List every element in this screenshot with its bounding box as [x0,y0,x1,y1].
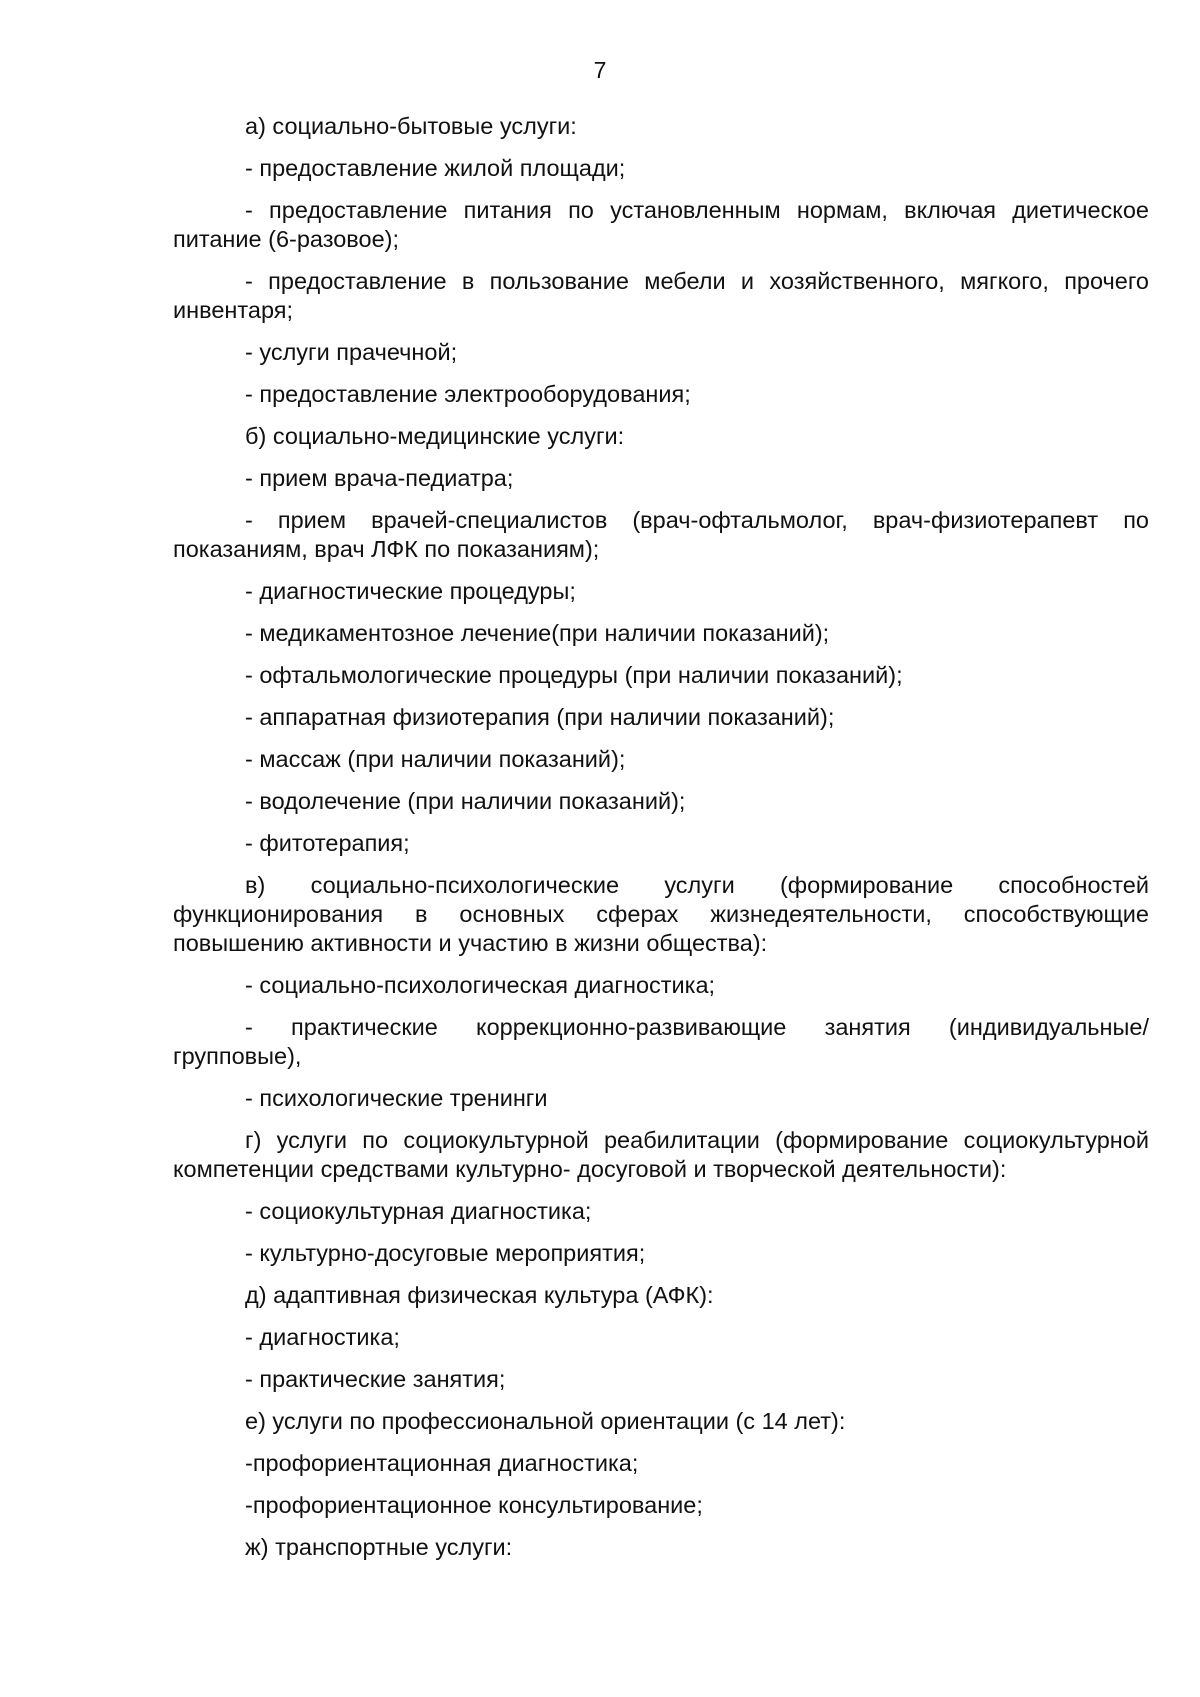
paragraph-9: - прием врачей-специалистов (врач-офтальмолог, врач-физиотерапевт по показаниям, врач ЛФК по показаниям); [173,507,1149,562]
paragraph-11: - медикаментозное лечение(при наличии показаний); [245,620,830,646]
paragraph-1: а) социально-бытовые услуги: [245,113,577,139]
paragraph-18: - социально-психологическая диагностика; [245,972,716,998]
paragraph-10: - диагностические процедуры; [245,578,576,604]
paragraph-24: д) адаптивная физическая культура (АФК): [245,1282,714,1308]
paragraph-27: е) услуги по профессиональной ориентации (с 14 лет): [245,1408,846,1434]
paragraph-15: - водолечение (при наличии показаний); [245,788,686,814]
paragraph-3: - предоставление питания по установленным нормам, включая диетическое питание (6-разовое); [173,197,1149,252]
page-number: 7 [593,57,607,83]
paragraph-28: -профориентационная диагностика; [245,1450,639,1476]
paragraph-22: - социокультурная диагностика; [245,1198,592,1224]
paragraph-2: - предоставление жилой площади; [245,155,626,181]
paragraph-19: - практические коррекционно-развивающие занятия (индивидуальные/групповые), [173,1014,1149,1069]
paragraph-20: - психологические тренинги [245,1085,548,1111]
paragraph-8: - прием врача-педиатра; [245,465,514,491]
paragraph-29: -профориентационное консультирование; [245,1492,703,1518]
paragraph-5: - услуги прачечной; [245,339,458,365]
paragraph-16: - фитотерапия; [245,830,410,856]
paragraph-12: - офтальмологические процедуры (при наличии показаний); [245,662,903,688]
document-body [173,112,1149,1575]
paragraph-30: ж) транспортные услуги: [245,1534,513,1560]
paragraph-21: г) услуги по социокультурной реабилитации (формирование социокультурной компетенции средствами культурно- досуговой и творческой деятельности): [173,1127,1149,1182]
paragraph-7: б) социально-медицинские услуги: [245,423,625,449]
paragraph-14: - массаж (при наличии показаний); [245,746,626,772]
paragraph-25: - диагностика; [245,1324,400,1350]
paragraph-13: - аппаратная физиотерапия (при наличии показаний); [245,704,835,730]
paragraph-26: - практические занятия; [245,1366,506,1392]
paragraph-4: - предоставление в пользование мебели и хозяйственного, мягкого, прочего инвентаря; [173,268,1149,323]
paragraph-17: в) социально-психологические услуги (формирование способностей функционирования в основных сферах жизнедеятельности, способствующие повышению активности и участию в жизни общества): [173,872,1149,956]
paragraph-23: - культурно-досуговые мероприятия; [245,1240,646,1266]
paragraph-6: - предоставление электрооборудования; [245,381,691,407]
